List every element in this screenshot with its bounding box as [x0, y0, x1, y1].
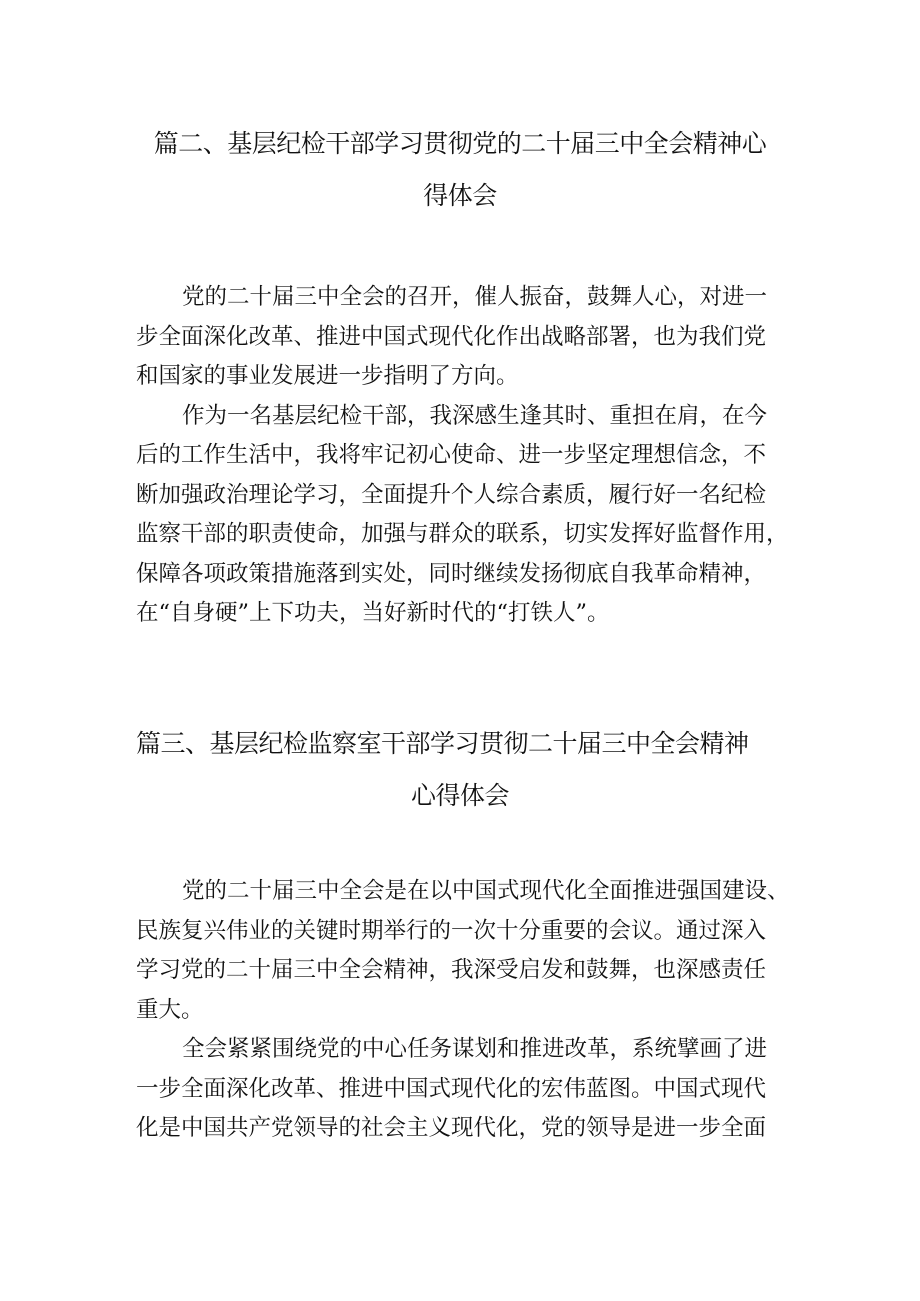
text-line: 一步全面深化改革、推进中国式现代化的宏伟蓝图。中国式现代 — [136, 1075, 767, 1102]
paragraph — [136, 397, 789, 634]
text-line: 全会紧紧围绕党的中心任务谋划和推进改革，系统擘画了进 — [182, 1036, 768, 1062]
section-title-line: 得体会 — [423, 181, 497, 210]
text-line: 步全面深化改革、推进中国式现代化作出战略部署，也为我们党 — [136, 323, 767, 350]
section-title-line: 篇二、基层纪检干部学习贯彻党的二十届三中全会精神心 — [153, 129, 767, 158]
text-line: 民族复兴伟业的关键时期举行的一次十分重要的会议。通过深入 — [136, 917, 767, 944]
section-body-2 — [136, 278, 789, 634]
text-line: 学习党的二十届三中全会精神，我深受启发和鼓舞，也深感责任 — [136, 957, 767, 983]
section-title-2 — [0, 118, 920, 222]
text-line: 断加强政治理论学习，全面提升个人综合素质，履行好一名纪检 — [136, 481, 767, 508]
text-line: 化是中国共产党领导的社会主义现代化，党的领导是进一步全面 — [136, 1115, 767, 1141]
section-body-3 — [136, 872, 790, 1149]
text-line: 重大。 — [136, 996, 204, 1023]
section-title-line: 篇三、基层纪检监察室干部学习贯彻二十届三中全会精神 — [136, 729, 749, 758]
text-line: 党的二十届三中全会的召开，催人振奋，鼓舞人心，对进一 — [182, 284, 768, 310]
paragraph — [136, 278, 786, 397]
text-line: 在“自身硬”上下功夫，当好新时代的“打铁人”。 — [136, 600, 610, 626]
text-line: 监察干部的职责使命，加强与群众的联系，切实发挥好监督作用， — [136, 521, 789, 547]
paragraph — [136, 1030, 786, 1149]
text-line: 和国家的事业发展进一步指明了方向。 — [136, 363, 519, 389]
section-title-3 — [0, 718, 920, 822]
paragraph — [136, 872, 790, 1030]
text-line: 后的工作生活中，我将牢记初心使命、进一步坚定理想信念，不 — [136, 442, 767, 468]
text-line: 保障各项政策措施落到实处，同时继续发扬彻底自我革命精神， — [136, 560, 767, 587]
text-line: 党的二十届三中全会是在以中国式现代化全面推进强国建设、 — [182, 878, 790, 904]
text-line: 作为一名基层纪检干部，我深感生逢其时、重担在肩，在今 — [182, 402, 768, 429]
section-title-line: 心得体会 — [410, 781, 509, 810]
